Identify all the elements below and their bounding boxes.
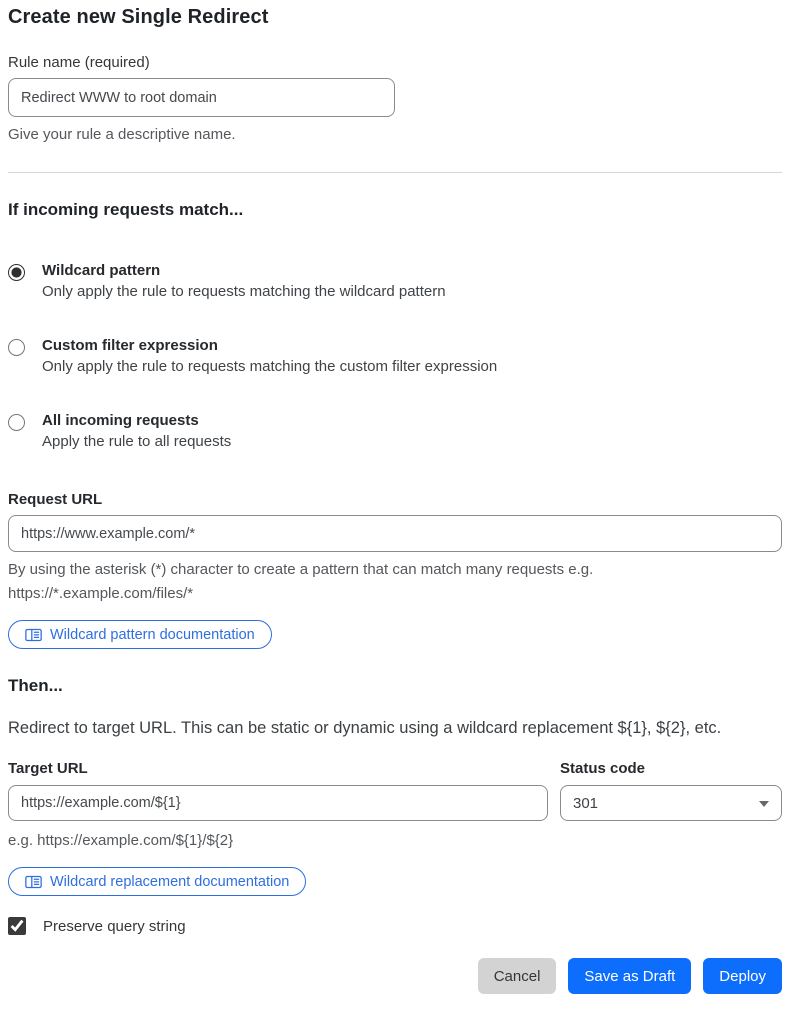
save-as-draft-button[interactable]: Save as Draft (568, 958, 691, 994)
cancel-button[interactable]: Cancel (478, 958, 557, 994)
preserve-query-checkbox[interactable] (8, 917, 26, 935)
wildcard-pattern-radio[interactable] (8, 264, 25, 281)
radio-option-label: All incoming requests (42, 412, 199, 429)
custom-filter-radio[interactable] (8, 339, 25, 356)
radio-option-custom-filter[interactable] (8, 337, 782, 375)
section-divider (8, 172, 782, 173)
radio-option-all-requests[interactable] (8, 412, 782, 450)
target-url-label: Target URL (8, 760, 88, 777)
page-title: Create new Single Redirect (8, 6, 269, 28)
radio-option-description: Apply the rule to all requests (42, 433, 232, 450)
then-section-description: Redirect to target URL. This can be static or dynamic using a wildcard replacement ${1}, ${2}, etc. (8, 719, 722, 737)
rule-name-input[interactable] (8, 78, 395, 117)
request-url-label: Request URL (8, 491, 103, 508)
request-url-input[interactable] (8, 515, 782, 552)
deploy-button[interactable]: Deploy (703, 958, 782, 994)
radio-option-label: Custom filter expression (42, 337, 218, 354)
target-status-row (8, 760, 782, 821)
all-requests-radio[interactable] (8, 414, 25, 431)
doc-button-label: Wildcard replacement documentation (50, 873, 290, 890)
wildcard-pattern-docs-button[interactable] (8, 620, 272, 649)
then-section-heading: Then... (8, 676, 63, 695)
book-icon (25, 875, 42, 889)
target-url-input[interactable] (8, 785, 548, 821)
status-code-label: Status code (560, 760, 646, 777)
radio-option-description: Only apply the rule to requests matching the wildcard pattern (42, 283, 446, 300)
preserve-query-label: Preserve query string (43, 917, 186, 935)
rule-name-help: Give your rule a descriptive name. (8, 126, 236, 143)
book-icon (25, 628, 42, 642)
wildcard-replacement-docs-button[interactable] (8, 867, 306, 896)
radio-option-wildcard-pattern[interactable] (8, 262, 782, 300)
preserve-query-row[interactable] (8, 917, 782, 935)
radio-option-description: Only apply the rule to requests matching the custom filter expression (42, 358, 498, 375)
match-options-group (8, 262, 782, 450)
footer-actions (8, 958, 782, 994)
target-url-help: e.g. https://example.com/${1}/${2} (8, 832, 234, 849)
doc-button-label: Wildcard pattern documentation (50, 626, 255, 643)
radio-option-label: Wildcard pattern (42, 262, 161, 279)
status-code-select[interactable] (560, 785, 782, 821)
match-section-heading: If incoming requests match... (8, 200, 244, 219)
request-url-help: By using the asterisk (*) character to create a pattern that can match many requests e.g. https://*.example.com/files/* (8, 561, 594, 602)
rule-name-label: Rule name (required) (8, 54, 150, 71)
